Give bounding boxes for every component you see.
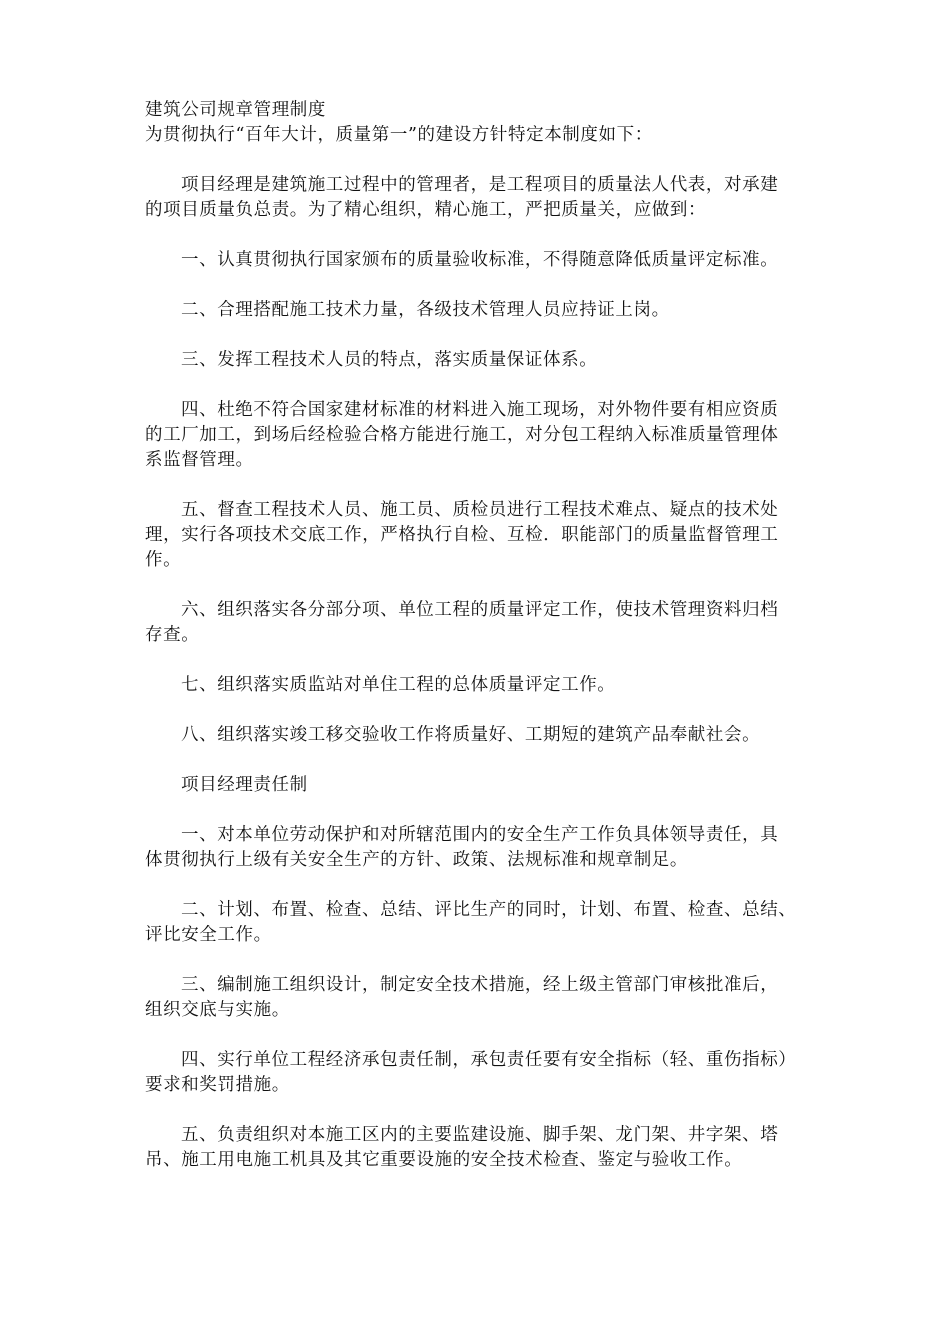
paragraph xyxy=(145,248,835,273)
paragraph xyxy=(145,723,835,748)
paragraph-line: 评比安全工作。 xyxy=(145,925,272,945)
paragraph-gap xyxy=(145,748,835,773)
paragraph-line: 理，实行各项技术交底工作，严格执行自检、互检．职能部门的质量监督管理工 xyxy=(145,525,779,545)
paragraph-gap xyxy=(145,948,835,973)
paragraph-line: 组织交底与实施。 xyxy=(145,1000,290,1020)
paragraph xyxy=(145,398,835,473)
paragraph-gap xyxy=(145,1023,835,1048)
paragraph xyxy=(145,173,835,223)
paragraph-line: 一、认真贯彻执行国家颁布的质量验收标准，不得随意降低质量评定标准。 xyxy=(181,250,779,270)
paragraph-line: 五、督查工程技术人员、施工员、质检员进行工程技术难点、疑点的技术处 xyxy=(181,500,779,520)
paragraph xyxy=(145,348,835,373)
paragraph xyxy=(145,973,835,1023)
paragraph xyxy=(145,823,835,873)
paragraph-line: 体贯彻执行上级有关安全生产的方针、政策、法规标准和规章制足。 xyxy=(145,850,688,870)
paragraph-gap xyxy=(145,273,835,298)
paragraph-line: 七、组织落实质监站对单住工程的总体质量评定工作。 xyxy=(181,675,616,695)
paragraph-gap xyxy=(145,373,835,398)
paragraph-line: 要求和奖罚措施。 xyxy=(145,1075,290,1095)
paragraph-gap xyxy=(145,473,835,498)
paragraph-line: 一、对本单位劳动保护和对所辖范围内的安全生产工作负具体领导责任，具 xyxy=(181,825,779,845)
paragraph-gap xyxy=(145,573,835,598)
paragraph xyxy=(145,898,835,948)
paragraph-gap xyxy=(145,1098,835,1123)
paragraph xyxy=(145,1048,835,1098)
paragraph-line: 项目经理责任制 xyxy=(181,775,308,795)
paragraph-list xyxy=(145,173,835,1173)
paragraph-gap xyxy=(145,873,835,898)
paragraph-line: 二、合理搭配施工技术力量，各级技术管理人员应持证上岗。 xyxy=(181,300,670,320)
paragraph-line: 八、组织落实竣工移交验收工作将质量好、工期短的建筑产品奉献社会。 xyxy=(181,725,761,745)
paragraph-line: 三、发挥工程技术人员的特点，落实质量保证体系。 xyxy=(181,350,598,370)
paragraph-line: 存查。 xyxy=(145,625,200,645)
paragraph-gap xyxy=(145,798,835,823)
paragraph-gap xyxy=(145,648,835,673)
paragraph xyxy=(145,298,835,323)
paragraph-line: 作。 xyxy=(145,550,182,570)
paragraph xyxy=(145,598,835,648)
paragraph xyxy=(145,1123,835,1173)
paragraph xyxy=(145,673,835,698)
paragraph-line: 吊、施工用电施工机具及其它重要设施的安全技术检查、鉴定与验收工作。 xyxy=(145,1150,743,1170)
paragraph-line: 六、组织落实各分部分项、单位工程的质量评定工作，使技术管理资料归档 xyxy=(181,600,779,620)
paragraph-gap xyxy=(145,698,835,723)
paragraph-gap xyxy=(145,323,835,348)
paragraph-line: 的项目质量负总责。为了精心组织，精心施工，严把质量关，应做到： xyxy=(145,200,707,220)
paragraph-line: 的工厂加工，到场后经检验合格方能进行施工，对分包工程纳入标准质量管理体 xyxy=(145,425,779,445)
document-page xyxy=(145,98,835,1173)
document-title: 建筑公司规章管理制度 xyxy=(145,100,326,120)
paragraph-line: 四、杜绝不符合国家建材标准的材料进入施工现场，对外物件要有相应资质 xyxy=(181,400,779,420)
document-intro: 为贯彻执行“百年大计，质量第一”的建设方针特定本制度如下： xyxy=(145,125,653,145)
paragraph-line: 三、编制施工组织设计，制定安全技术措施，经上级主管部门审核批准后， xyxy=(181,975,779,995)
paragraph-line: 四、实行单位工程经济承包责任制，承包责任要有安全指标（轻、重伤指标） xyxy=(181,1050,797,1070)
paragraph-line: 项目经理是建筑施工过程中的管理者，是工程项目的质量法人代表，对承建 xyxy=(181,175,779,195)
paragraph xyxy=(145,773,835,798)
paragraph-line: 二、计划、布置、检查、总结、评比生产的同时，计划、布置、检查、总结、 xyxy=(181,900,797,920)
spacer xyxy=(145,148,835,173)
paragraph xyxy=(145,498,835,573)
paragraph-gap xyxy=(145,223,835,248)
paragraph-line: 五、负责组织对本施工区内的主要监建设施、脚手架、龙门架、井字架、塔 xyxy=(181,1125,779,1145)
paragraph-line: 系监督管理。 xyxy=(145,450,254,470)
